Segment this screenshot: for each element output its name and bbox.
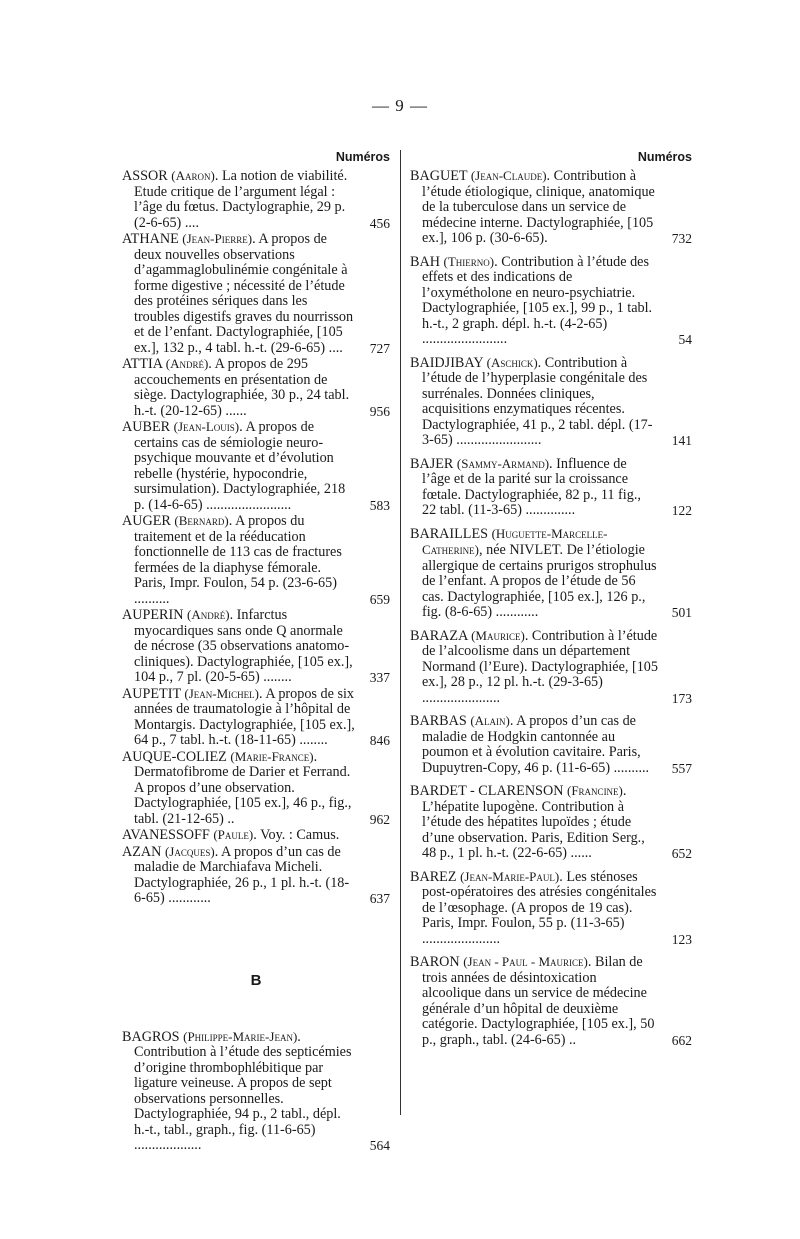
index-entry (122, 168, 390, 231)
entry-description: . Infarctus myocardiques sans onde Q anormale de nécrose (35 observations anatomo-cliniques). Dactylographiée, [105 ex.], 104 p., 7 pl. (20-5-65) ........ (134, 607, 353, 685)
entry-given-name: (Marie-France) (230, 748, 314, 764)
entry-author-name: AUPETIT (122, 685, 181, 702)
entry-description: . A propos du traitement et de la rééducation fonctionnelle de 113 cas de fractures fermées de la diaphyse fémorale. Paris, Impr. Foulon, 54 p. (23-6-65) .......... (134, 513, 342, 607)
entry-given-name: (André) (165, 356, 209, 371)
entry-description: . A propos d’un cas de maladie de Hodgkin cantonnée au poumon et à évolution cavitaire. Paris, Dupuytren-Copy, 46 p. (11-6-65) .......... (422, 713, 650, 776)
entry-author-name: BAJER (410, 455, 454, 472)
entry-author-name: BAGUET (410, 168, 468, 184)
index-entry (410, 355, 692, 449)
entry-author-name: AVANESSOFF (122, 827, 210, 843)
entry-given-name: (Thierno) (443, 253, 495, 269)
entry-description: . Contribution à l’étude de l’alcoolisme dans un département Normand (l’Eure). Dactylographiée, [105 ex.], 28 p., 12 pl. h.-t. (29-3-65) ...................... (422, 627, 658, 706)
right-entries (410, 168, 692, 1048)
entry-number: 962 (369, 811, 390, 827)
entry-number: 501 (671, 605, 692, 620)
index-entry (410, 456, 692, 519)
left-column-header: Numéros (335, 150, 390, 164)
entry-number: 659 (369, 591, 390, 607)
entry-author-name: BARDET - CLARENSON (410, 783, 564, 799)
entry-given-name: (Maurice) (471, 627, 525, 643)
entry-number: 123 (671, 931, 692, 947)
left-entries (122, 168, 390, 907)
entry-number: 583 (369, 497, 390, 513)
entry-number: 732 (671, 231, 692, 246)
entry-description: . Contribution à l’étude des septicémies d’origine thrombophlébitique par ligature veineuse. A propos de sept observations personnelles. Dactylographiée, 94 p., 2 tabl., dépl. h.-t., tabl., graph., fig. (11-6-65) ................... (134, 1028, 352, 1153)
entry-author-name: BARON (410, 954, 460, 970)
entry-author-name: ATHANE (122, 231, 179, 247)
entry-description: . A propos de 295 accouchements en présentation de siège. Dactylographiée, 30 p., 24 tabl. h.-t. (20-12-65) ...... (134, 356, 350, 419)
entry-number: 652 (671, 846, 692, 861)
index-entry (122, 419, 390, 513)
entry-given-name: (Jean-Louis) (173, 419, 240, 434)
entry-number: 337 (369, 670, 390, 685)
entry-number: 846 (369, 733, 390, 748)
index-entry (410, 954, 692, 1048)
index-entry (410, 869, 692, 948)
index-entry (410, 713, 692, 776)
entry-given-name: (Philippe-Marie-Jean) (183, 1028, 298, 1044)
entry-description: . Contribution à l’étude de l’hyperplasie congénitale des surrénales. Données cliniques, acquisitions enzymatiques récentes. Dactylographiée, 41 p., 2 tabl. dépl. (17-3-65) ........................ (422, 354, 653, 448)
entry-given-name: (Francine) (567, 783, 623, 798)
entry-author-name: AUQUE-COLIEZ (122, 748, 227, 765)
entry-author-name: BARBAS (410, 713, 467, 729)
entry-description: . A propos de six années de traumatologie à l’hôpital de Montargis. Dactylographiée, [105 ex.], 64 p., 7 tabl. h.-t. (18-11-65) ........ (134, 685, 355, 748)
entry-author-name: BAGROS (122, 1028, 180, 1045)
entry-given-name: (Jean-Pierre) (182, 231, 253, 246)
entry-given-name: (Jean-Michel) (184, 685, 260, 701)
index-entry (410, 628, 692, 707)
entry-description: . La notion de viabilité. Etude critique de l’argument légal : l’âge du fœtus. Dactylographie, 29 p. (2-6-65) .... (134, 168, 348, 231)
index-entry (122, 356, 390, 419)
index-entry (122, 513, 390, 607)
entry-given-name: (Jacques) (164, 843, 215, 859)
entry-description: . Bilan de trois années de désintoxication alcoolique dans un service de médecine générale d’un hôpital de deuxième catégorie. Dactylographiée, [105 ex.], 50 p., graph., tabl. (24-6-65) .. (422, 954, 655, 1048)
entry-given-name: (Aaron) (171, 168, 215, 183)
entry-description: . A propos d’un cas de maladie de Marchiafava Micheli. Dactylographiée, 26 p., 1 pl. h.-t. (18-6-65) ............ (134, 843, 350, 906)
entry-number: 122 (671, 503, 692, 518)
index-entry (122, 607, 390, 686)
entry-given-name: (Jean-Claude) (470, 168, 547, 183)
entry-number: 141 (671, 433, 692, 448)
index-entry (122, 231, 390, 356)
entry-author-name: AUGER (122, 513, 171, 529)
index-entry (122, 844, 390, 907)
column-divider (400, 150, 401, 1115)
right-column-header: Numéros (637, 150, 692, 164)
entry-number: 727 (369, 340, 390, 356)
entry-given-name: (Bernard) (174, 513, 229, 528)
entry-number: 564 (369, 1138, 390, 1153)
index-entry (410, 783, 692, 862)
left-entries-b (122, 1029, 390, 1154)
entry-given-name: (Alain) (470, 713, 510, 728)
entry-description: . Influence de l’âge et de la parité sur la croissance fœtale. Dactylographiée, 82 p., 11 fig., 22 tabl. (11-3-65) .............. (422, 455, 641, 518)
entry-author-name: ATTIA (122, 356, 163, 372)
entry-description: . Contribution à l’étude étiologique, clinique, anatomique de la tuberculose dans un service de médecine interne. Dactylographiée, [105 ex.], 106 p. (30-6-65). (422, 168, 655, 246)
entry-given-name: (Sammy-Armand) (456, 455, 550, 471)
entry-number: 956 (369, 403, 390, 419)
entry-number: 54 (678, 332, 692, 347)
index-entry (122, 1029, 390, 1154)
entry-description: . Les sténoses post-opératoires des atrésies congénitales de l’œsophage. (A propos de 19 cas). Paris, Impr. Foulon, 55 p. (11-3-65) ...................... (422, 868, 657, 947)
index-entry (410, 526, 692, 621)
index-entry (122, 749, 390, 828)
entry-author-name: BARAZA (410, 627, 468, 644)
entry-number: 662 (671, 1032, 692, 1048)
entry-author-name: BAH (410, 253, 440, 270)
entry-number: 173 (671, 690, 692, 706)
entry-description: . L’hépatite lupogène. Contribution à l’étude des hépatites lupoïdes ; étude d’une observation. Paris, Edition Serg., 48 p., 1 pl. h.-t. (22-6-65) ...... (422, 783, 645, 861)
entry-number: 557 (671, 760, 692, 776)
entry-number: 637 (369, 891, 390, 906)
right-column (410, 146, 692, 1055)
entry-given-name: (Aschick) (486, 354, 538, 370)
entry-description: . Voy. : Camus. (253, 827, 340, 843)
entry-author-name: AZAN (122, 843, 162, 860)
entry-author-name: BAREZ (410, 868, 457, 885)
entry-author-name: AUPERIN (122, 607, 184, 623)
index-entry (122, 686, 390, 749)
index-entry (410, 168, 692, 247)
entry-author-name: ASSOR (122, 168, 168, 184)
entry-description: . Dermatofibrome de Darier et Ferrand. A propos d’une observation. Dactylographiée, [105 ex.], 46 p., fig., tabl. (21-12-65) .. (134, 748, 352, 827)
entry-number: 456 (369, 215, 390, 231)
section-letter: B (250, 971, 262, 989)
entry-given-name: (Jean - Paul - Maurice) (463, 954, 588, 969)
entry-given-name: (Jean-Marie-Paul) (460, 868, 560, 884)
entry-description: . Contribution à l’étude des effets et des indications de l’oxymétholone en neuro-psychiatrie. Dactylographiée, [105 ex.], 99 p., 1 tabl. h.-t., 2 graph. dépl. h.-t. (4-2-65) ........................ (422, 253, 653, 347)
index-entry (410, 254, 692, 348)
entry-description: . A propos de certains cas de sémiologie neuro-psychique mouvante et d’évolution rebelle (hystérie, hypocondrie, sursimulation). Dactylographiée, 218 p. (14-6-65) ........................ (134, 419, 346, 513)
entry-given-name: (Paule) (213, 827, 254, 842)
entry-description: . A propos de deux nouvelles observations d’agammaglobulinémie congénitale à forme digestive ; nécessité de l’étude des protéines sériques dans les troubles digestifs graves du nourrisson et de l’enfant. Dactylographiée, [105 ex.], 132 p., 4 tabl. h.-t. (29-6-65) .... (134, 231, 354, 356)
index-entry (122, 827, 390, 844)
entry-author-name: AUBER (122, 419, 171, 435)
entry-given-name: (Huguette-Marcelle-Catherine) (422, 525, 608, 557)
left-column (122, 146, 390, 1154)
entry-author-name: BAIDJIBAY (410, 354, 484, 371)
entry-author-name: BARAILLES (410, 525, 489, 542)
page-number: — 9 — (372, 96, 428, 115)
entry-given-name: (André) (187, 607, 230, 622)
entry-description: , née NIVLET. De l’étiologie allergique de certains prurigos strophulus de l’enfant. A propos de l’étude de 56 cas. Dactylographiée, [105 ex.], 126 p., fig. (8-6-65) ............ (422, 542, 657, 620)
